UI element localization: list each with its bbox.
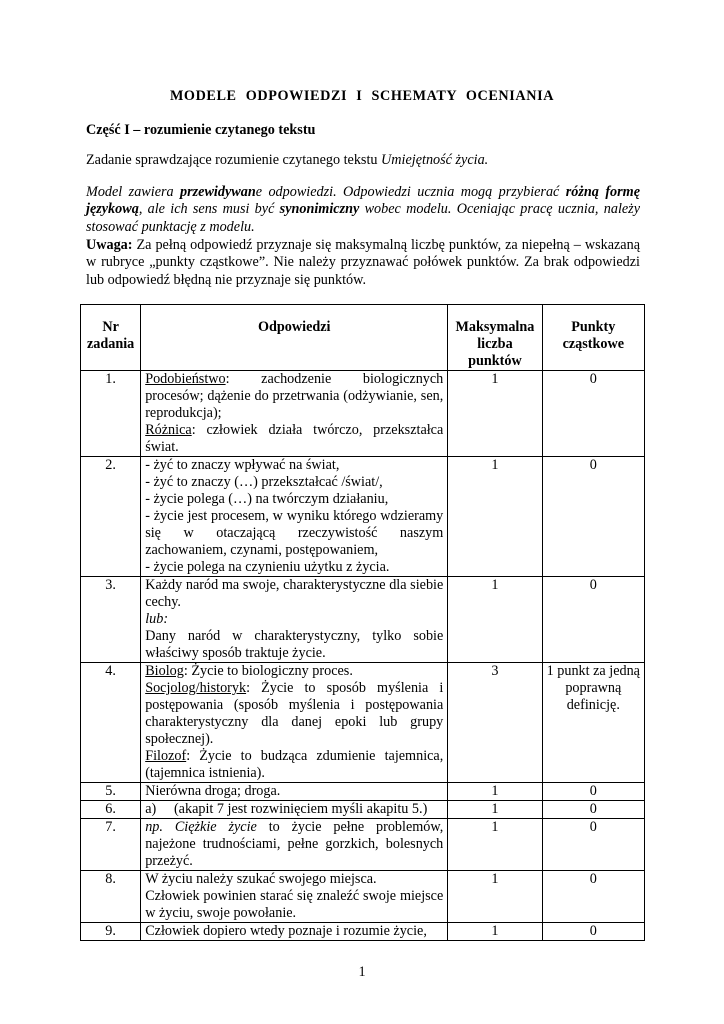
- model-text-3: , ale ich sens musi być: [138, 201, 280, 218]
- answer-label: Socjolog/historyk: [145, 680, 247, 696]
- note-text: Za pełną odpowiedź przyznaje się maksymalną liczbę punktów, za niepełną – wskazaną w rubryce „punkty cząstkowe”. Nie należy przyznawać połówek punktów. Za brak odpowiedzi lub odpowiedź błędną nie przyznaje się punktów.: [86, 237, 640, 288]
- answer-text: to życie pełne problemów, najeżone trudnościami, pełne gorzkich, bolesnych przeżyć.: [145, 819, 444, 869]
- row-answer: [141, 663, 448, 783]
- row-answer: [141, 871, 448, 923]
- row-answer: a) (akapit 7 jest rozwinięciem myśli akapitu 5.): [141, 801, 448, 819]
- row-partial-points: 0: [542, 871, 644, 923]
- row-partial-points: 0: [542, 923, 644, 941]
- row-max-points: 1: [448, 371, 542, 457]
- answer-text: : Życie to budząca zdumienie tajemnica, (tajemnica istnienia).: [145, 748, 444, 781]
- table-row: [81, 801, 645, 819]
- page-number: 1: [358, 964, 366, 980]
- row-max-points: 1: [448, 801, 542, 819]
- note-label: Uwaga:: [86, 237, 133, 253]
- answer-label: Podobieństwo: [145, 371, 226, 387]
- task-description: [86, 152, 488, 169]
- header-max-points: Maksymalna liczba punktów: [448, 305, 542, 371]
- row-max-points: 1: [448, 871, 542, 923]
- row-number: 9.: [81, 923, 141, 941]
- row-partial-points: 0: [542, 801, 644, 819]
- header-nr: Nr zadania: [81, 305, 141, 371]
- answer-line: W życiu należy szukać swojego miejsca.: [145, 871, 377, 887]
- page-title: MODELE ODPOWIEDZI I SCHEMATY OCENIANIA: [169, 88, 555, 104]
- table-row: [81, 783, 645, 801]
- row-max-points: 1: [448, 923, 542, 941]
- model-paragraph: [86, 184, 640, 236]
- row-number: 2.: [81, 457, 141, 577]
- answer-label: Biolog: [145, 663, 184, 679]
- answer-italic: np. Ciężkie życie: [145, 819, 257, 835]
- row-partial-points: 0: [542, 577, 644, 663]
- row-number: 3.: [81, 577, 141, 663]
- answer-line: - życie polega na czynieniu użytku z życia.: [145, 559, 390, 575]
- answer-line: - żyć to znaczy (…) przekształcać /świat/,: [145, 474, 383, 490]
- answer-line: - życie polega (…) na twórczym działaniu,: [145, 491, 389, 507]
- row-max-points: 3: [448, 663, 542, 783]
- header-odpowiedzi: Odpowiedzi: [141, 305, 448, 371]
- row-partial-points: 0: [542, 371, 644, 457]
- answer-text: : Życie to sposób myślenia i postępowania (sposób myślenia i postępowania charakterystyczny dla danej epoki lub grupy społecznej).: [145, 680, 444, 747]
- task-title: Umiejętność życia.: [381, 152, 489, 168]
- answer-label: Różnica: [145, 422, 192, 438]
- row-answer: Nierówna droga; droga.: [141, 783, 448, 801]
- answer-alternative-label: lub:: [145, 611, 169, 627]
- model-emph-3: synonimiczny: [279, 201, 360, 218]
- table-row: [81, 923, 645, 941]
- row-answer: [141, 371, 448, 457]
- row-number: 5.: [81, 783, 141, 801]
- row-max-points: 1: [448, 783, 542, 801]
- row-partial-points: 0: [542, 457, 644, 577]
- row-partial-points: 0: [542, 819, 644, 871]
- row-answer: [141, 457, 448, 577]
- row-number: 7.: [81, 819, 141, 871]
- table-header-row: [81, 305, 645, 371]
- task-prefix: Zadanie sprawdzające rozumienie czytanego tekstu: [86, 152, 382, 168]
- section-heading: Część I – rozumienie czytanego tekstu: [86, 122, 316, 138]
- header-partial-points: Punkty cząstkowe: [542, 305, 644, 371]
- answer-line: - życie jest procesem, w wyniku którego wdzieramy się w otaczającą rzeczywistość naszym zachowaniem, czynami, postępowaniem,: [145, 508, 444, 558]
- row-partial-points: 1 punkt za jedną poprawną definicję.: [542, 663, 644, 783]
- row-number: 6.: [81, 801, 141, 819]
- model-emph-1: przewidywan: [180, 184, 256, 200]
- row-number: 4.: [81, 663, 141, 783]
- answer-text: : zachodzenie biologicznych procesów; dążenie do przetrwania (odżywianie, sen, reprodukcja);: [145, 371, 444, 421]
- row-answer: [141, 577, 448, 663]
- model-emph-2: różną formę językową: [86, 184, 640, 218]
- row-max-points: 1: [448, 819, 542, 871]
- answer-line: Człowiek powinien starać się znaleźć swoje miejsce w życiu, swoje powołanie.: [145, 888, 444, 921]
- table-row: [81, 871, 645, 923]
- answer-text: : człowiek działa twórczo, przekształca świat.: [145, 422, 444, 455]
- row-number: 8.: [81, 871, 141, 923]
- table-row: [81, 819, 645, 871]
- table-row: [81, 457, 645, 577]
- model-text-2: e odpowiedzi. Odpowiedzi ucznia mogą przybierać: [255, 184, 566, 200]
- table-row: [81, 577, 645, 663]
- answer-label: Filozof: [145, 748, 187, 764]
- table-row: [81, 663, 645, 783]
- row-max-points: 1: [448, 457, 542, 577]
- answer-line: Każdy naród ma swoje, charakterystyczne dla siebie cechy.: [145, 577, 444, 610]
- answer-text: : Życie to biologiczny proces.: [183, 663, 353, 679]
- row-max-points: 1: [448, 577, 542, 663]
- model-text-1: Model zawiera: [86, 184, 181, 200]
- row-partial-points: 0: [542, 783, 644, 801]
- note-paragraph: [86, 237, 640, 289]
- answers-table: [80, 304, 645, 941]
- row-number: 1.: [81, 371, 141, 457]
- row-answer: Człowiek dopiero wtedy poznaje i rozumie życie,: [141, 923, 448, 941]
- model-text-4: wobec modelu. Oceniając pracę ucznia, należy stosować punktację z modelu.: [86, 201, 641, 235]
- table-row: [81, 371, 645, 457]
- answer-line: Dany naród w charakterystyczny, tylko sobie właściwy sposób traktuje życie.: [145, 628, 444, 661]
- row-answer: [141, 819, 448, 871]
- answer-line: - żyć to znaczy wpływać na świat,: [145, 457, 340, 473]
